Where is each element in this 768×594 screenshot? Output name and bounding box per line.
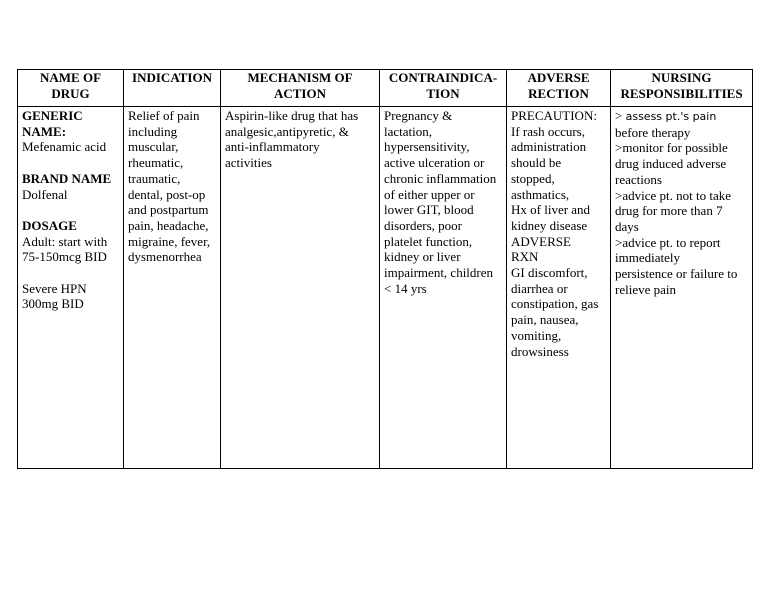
severe-dosage-line: Severe HPN [22,280,87,296]
header-name-of-drug: NAME OF DRUG [18,70,124,107]
table-row [18,107,753,469]
spacer [22,202,119,218]
spacer [22,265,119,281]
dosage-line: Adult: start with [22,233,108,249]
cell-drug-info [18,107,124,469]
cell-adverse-reaction: PRECAUTION: If rash occurs, administration should be stopped, asthmatics, Hx of liver and kidney disease ADVERSE RXN GI discomfort, diarrhea or constipation, gas pain, nausea, vomiting, drowsiness [507,107,611,469]
drug-study-table [17,69,753,469]
nursing-first-line: > assess pt.'s pain [615,108,717,123]
cell-nursing-responsibilities: > assess pt.'s pain before therapy >monitor for possible drug induced adverse reactions >advice pt. not to take drug for more than 7 days >advice pt. to report immediately persistence or failure to relieve pain [611,107,753,469]
header-contraindication: CONTRAINDICA- TION [380,70,507,107]
dosage-label: DOSAGE [22,217,77,233]
header-indication: INDICATION [124,70,221,107]
severe-dosage-line: 300mg BID [22,296,84,312]
header-row [18,70,753,107]
brand-name-value: Dolfenal [22,186,68,202]
header-mechanism-of-action: MECHANISM OF ACTION [221,70,380,107]
generic-name-label: GENERIC [22,108,83,123]
cell-indication: Relief of pain including muscular, rheumatic, traumatic, dental, post-op and postpartum pain, headache, migraine, fever, dysmenorrhea [124,107,221,469]
header-nursing-responsibilities: NURSING RESPONSIBILITIES [611,70,753,107]
spacer [22,155,119,171]
brand-name-label: BRAND NAME [22,170,112,186]
dosage-line: 75-150mcg BID [22,249,107,265]
header-adverse-reaction: ADVERSE RECTION [507,70,611,107]
generic-name-label: NAME: [22,123,67,139]
cell-contraindication: Pregnancy & lactation, hypersensitivity, active ulceration or chronic inflammation of either upper or lower GIT, blood disorders, poor platelet function, kidney or liver impairment, children < 14 yrs [380,107,507,469]
generic-name-value: Mefenamic acid [22,139,107,155]
cell-mechanism: Aspirin-like drug that has analgesic,antipyretic, & anti-inflammatory activities [221,107,380,469]
